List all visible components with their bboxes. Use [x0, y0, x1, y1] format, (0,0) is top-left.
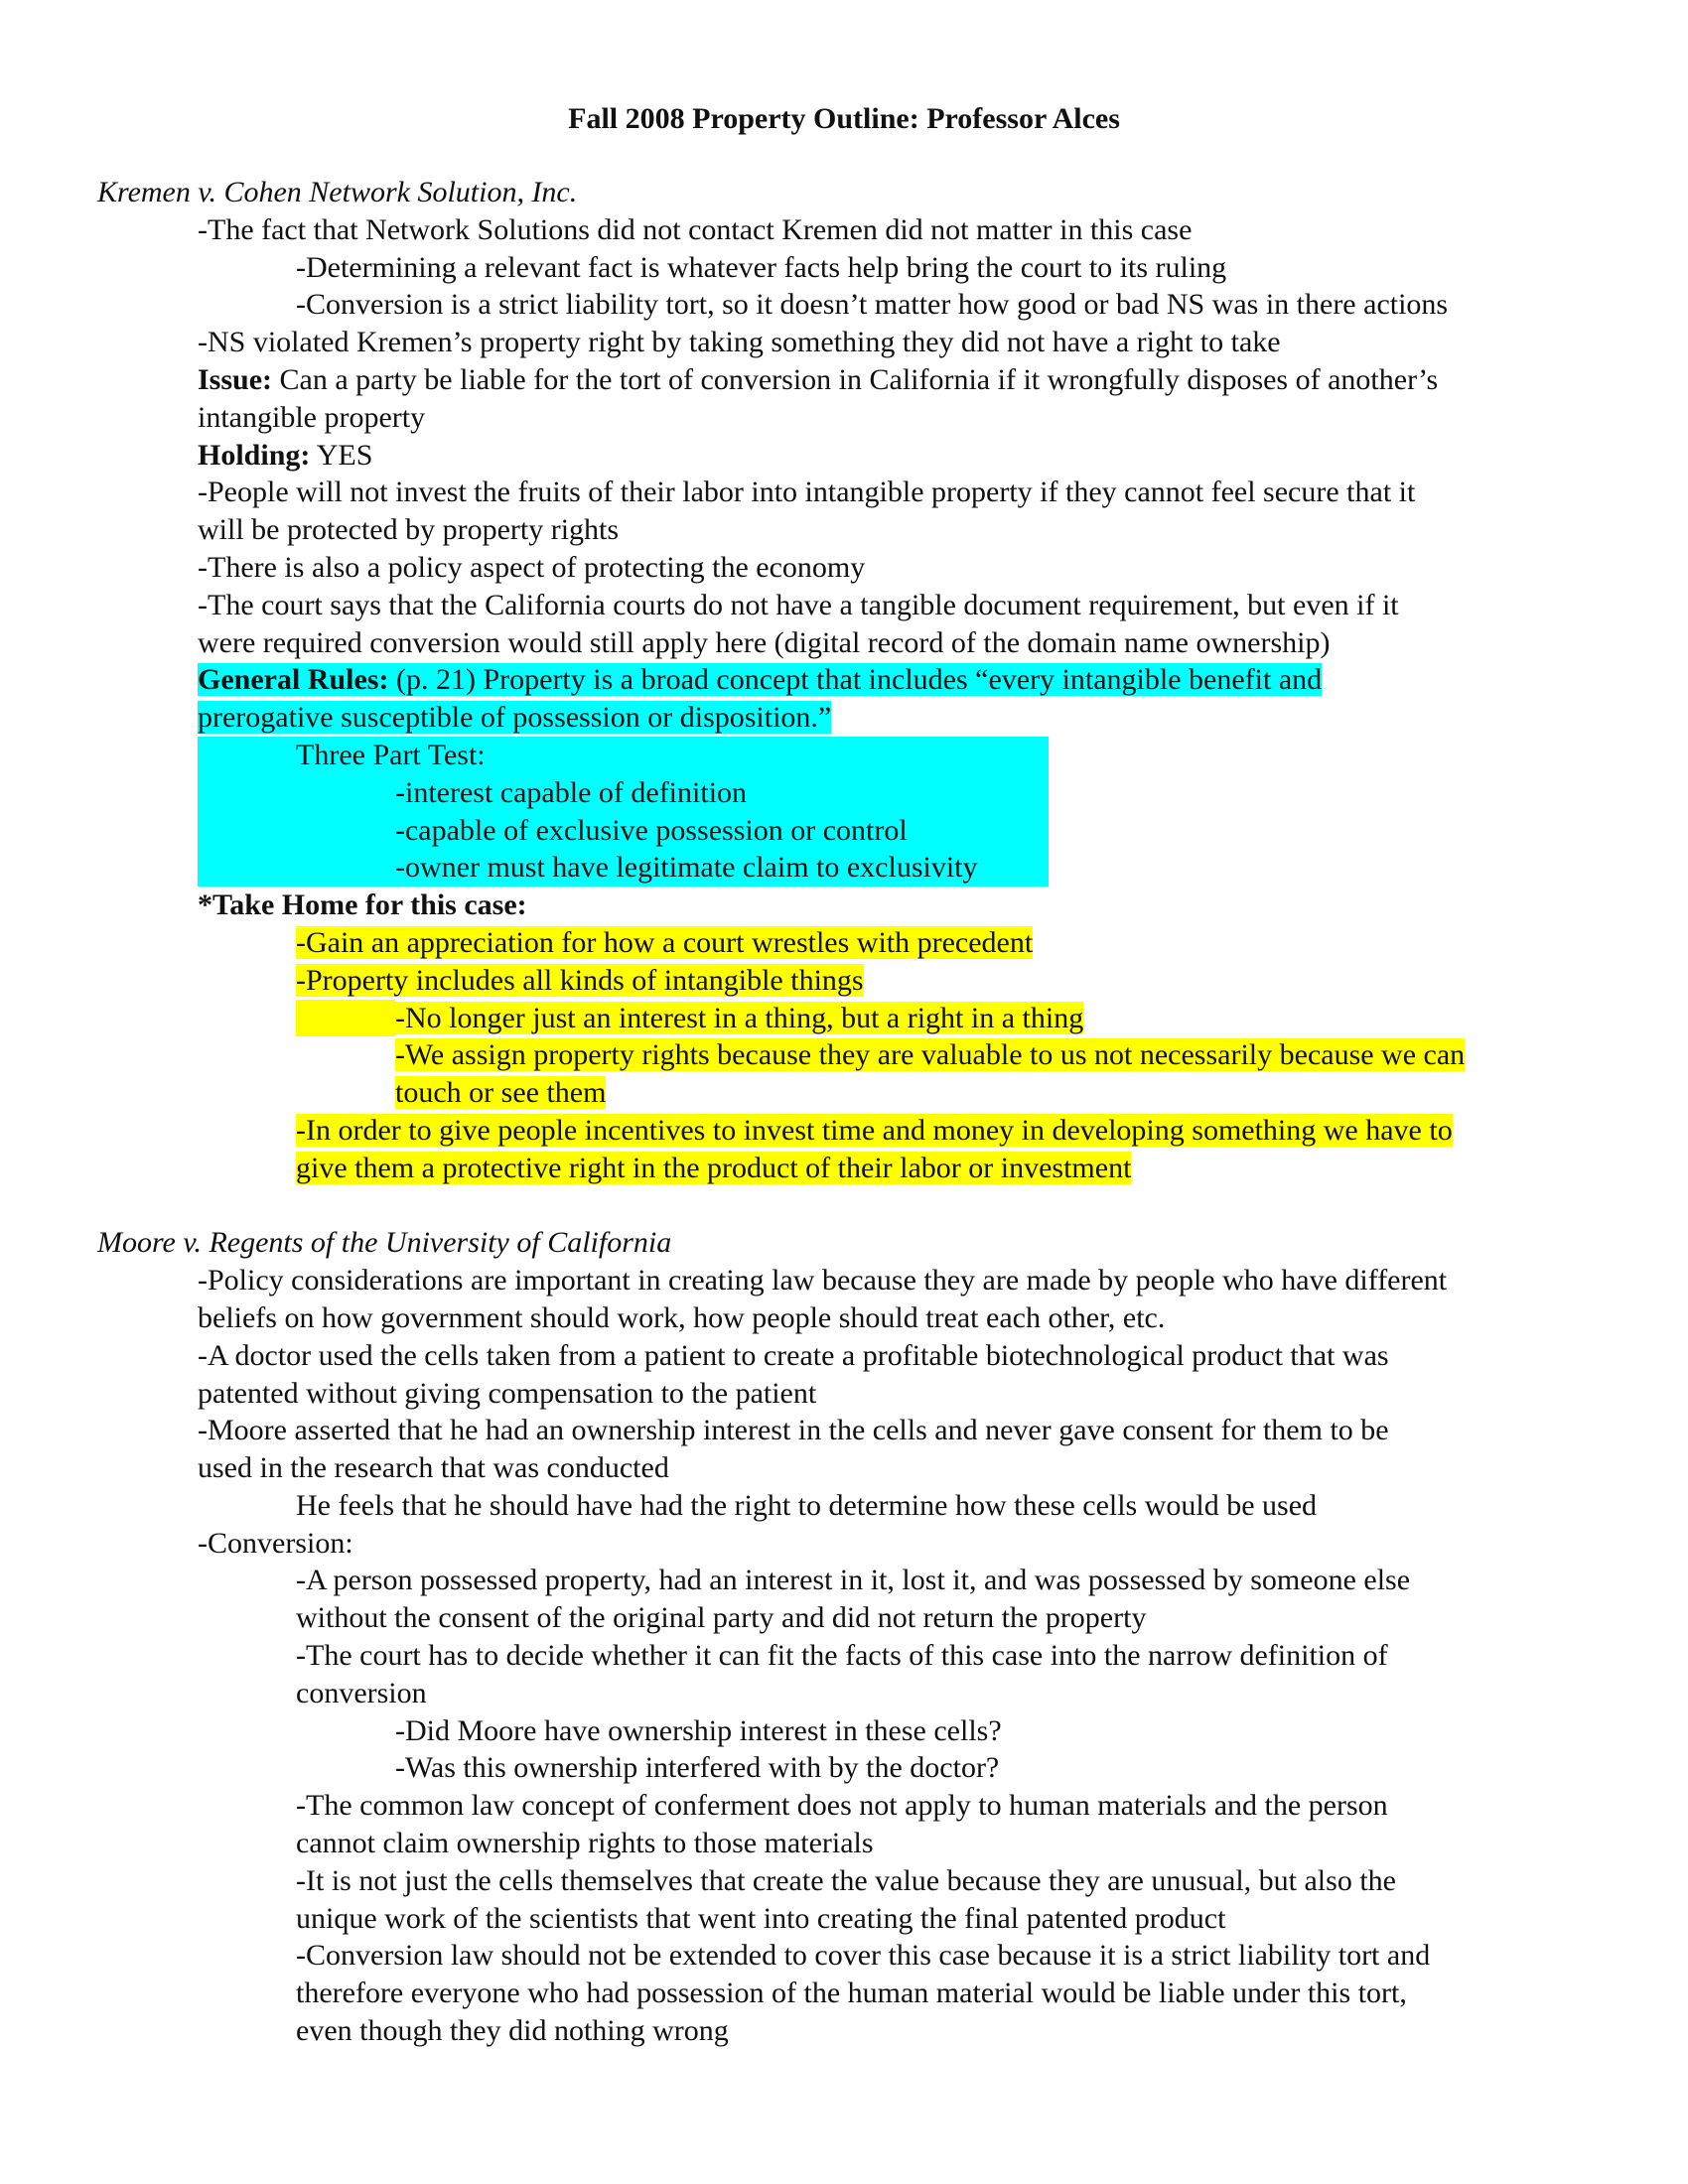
yellow-highlight: -In order to give people incentives to invest time and money in developing something we have to	[296, 1113, 1453, 1147]
conversion-point-continued: even though they did nothing wrong	[296, 2014, 729, 2048]
conversion-subquestion: -Was this ownership interfered with by the doctor?	[395, 1751, 1000, 1785]
general-rules-continued	[0, 699, 1688, 737]
holding-value: YES	[310, 438, 373, 472]
general-rules-highlight	[198, 663, 1322, 696]
general-rules-label: General Rules:	[198, 663, 389, 697]
outline-point: -People will not invest the fruits of their labor into intangible property if they cannot feel secure that it	[198, 476, 1416, 509]
test-item: -capable of exclusive possession or control	[395, 813, 908, 847]
general-rules	[0, 661, 1688, 699]
take-home-item	[0, 1112, 1688, 1150]
general-rules-text: (p. 21) Property is a broad concept that includes “every intangible benefit and	[388, 663, 1323, 697]
outline-point-continued: were required conversion would still apply here (digital record of the domain name ownership)	[198, 625, 1331, 659]
take-home-item	[0, 962, 1688, 1000]
take-home-subitem-continued	[0, 1074, 1688, 1112]
page-title: Fall 2008 Property Outline: Professor Alces	[568, 102, 1120, 135]
outline-point: -There is also a policy aspect of protecting the economy	[198, 550, 866, 584]
test-item: -interest capable of definition	[395, 775, 748, 809]
outline-subpoint: -Conversion is a strict liability tort, so it doesn’t matter how good or bad NS was in there actions	[296, 288, 1449, 322]
case-title-kremen: Kremen v. Cohen Network Solution, Inc.	[97, 176, 578, 208]
outline-point-continued: used in the research that was conducted	[198, 1451, 669, 1485]
conversion-point-continued: without the consent of the original party and did not return the property	[296, 1601, 1147, 1635]
outline-subpoint: -Determining a relevant fact is whatever facts help bring the court to its ruling	[296, 250, 1227, 284]
conversion-heading: -Conversion:	[198, 1526, 353, 1560]
yellow-highlight: -We assign property rights because they are valuable to us not necessarily because we can	[395, 1038, 1466, 1072]
case-title-moore: Moore v. Regents of the University of California	[97, 1226, 672, 1260]
yellow-highlight: -No longer just an interest in a thing, but a right in a thing	[395, 1001, 1084, 1034]
outline-point: -Moore asserted that he had an ownership interest in the cells and never gave consent for them to be	[198, 1414, 1389, 1447]
holding-label: Holding:	[198, 438, 311, 472]
conversion-point: -Conversion law should not be extended to cover this case because it is a strict liability tort and	[296, 1939, 1431, 1973]
three-part-test-heading: Three Part Test:	[296, 738, 486, 771]
conversion-point: -The common law concept of conferment does not apply to human materials and the person	[296, 1789, 1388, 1823]
conversion-point: -It is not just the cells themselves that create the value because they are unusual, but also the	[296, 1863, 1396, 1897]
conversion-point-continued: conversion	[296, 1676, 427, 1709]
outline-point-continued: patented without giving compensation to the patient	[198, 1376, 817, 1410]
issue-statement	[0, 361, 1688, 399]
section-spacer	[0, 1187, 1688, 1225]
outline-point: -Policy considerations are important in creating law because they are made by people who have different	[198, 1264, 1448, 1297]
take-home-subitem	[0, 1036, 1688, 1074]
conversion-point: -The court has to decide whether it can fit the facts of this case into the narrow definition of	[296, 1639, 1388, 1673]
conversion-point-continued: therefore everyone who had possession of the human material would be liable under this tort,	[296, 1977, 1407, 2010]
outline-point-continued: will be protected by property rights	[198, 513, 620, 547]
outline-point: -The court says that the California courts do not have a tangible document requirement, but even if it	[198, 588, 1399, 621]
outline-subpoint: He feels that he should have had the right to determine how these cells would be used	[296, 1488, 1318, 1522]
issue-text: Can a party be liable for the tort of conversion in California if it wrongfully disposes of another’s	[272, 362, 1439, 396]
take-home-item-continued	[0, 1150, 1688, 1187]
holding-statement	[0, 437, 1688, 475]
outline-point: -The fact that Network Solutions did not contact Kremen did not matter in this case	[198, 212, 1193, 246]
yellow-highlight: -Gain an appreciation for how a court wrestles with precedent	[296, 925, 1034, 959]
conversion-point-continued: unique work of the scientists that went into creating the final patented product	[296, 1901, 1226, 1935]
three-part-test-block	[198, 737, 1049, 887]
outline-point: -NS violated Kremen’s property right by taking something they did not have a right to take	[198, 326, 1281, 359]
take-home-item	[0, 924, 1688, 962]
take-home-heading: *Take Home for this case:	[198, 888, 527, 922]
conversion-point: -A person possessed property, had an interest in it, lost it, and was possessed by someone else	[296, 1564, 1411, 1597]
conversion-point-continued: cannot claim ownership rights to those materials	[296, 1827, 874, 1860]
issue-label: Issue:	[198, 362, 273, 396]
conversion-subquestion: -Did Moore have ownership interest in these cells?	[395, 1713, 1002, 1747]
yellow-highlight: give them a protective right in the product of their labor or investment	[296, 1151, 1132, 1184]
issue-text-continued: intangible property	[198, 400, 426, 434]
yellow-highlight: -Property includes all kinds of intangible things	[296, 963, 864, 997]
outline-body	[0, 174, 1688, 2050]
take-home-subitem	[0, 1000, 1688, 1037]
outline-point: -A doctor used the cells taken from a patient to create a profitable biotechnological product that was	[198, 1338, 1389, 1372]
general-rules-highlight: prerogative susceptible of possession or disposition.”	[198, 701, 832, 735]
test-item: -owner must have legitimate claim to exclusivity	[395, 851, 978, 885]
outline-point-continued: beliefs on how government should work, how people should treat each other, etc.	[198, 1300, 1166, 1334]
yellow-highlight-indent	[296, 1000, 395, 1037]
yellow-highlight: touch or see them	[395, 1076, 607, 1110]
